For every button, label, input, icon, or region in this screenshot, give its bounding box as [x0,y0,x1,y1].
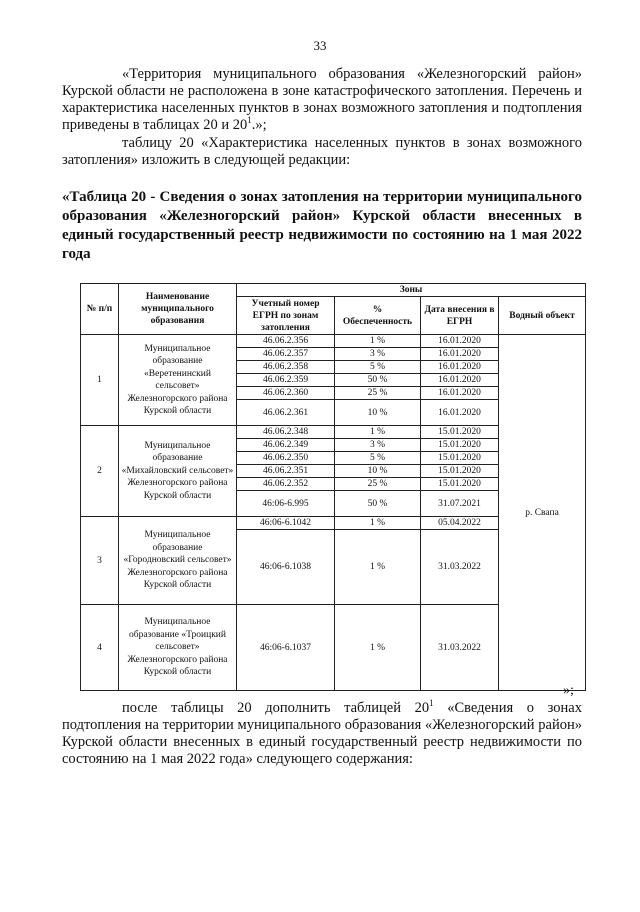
percent-cell: 50 % [335,491,421,517]
date-cell: 16.01.2020 [421,374,499,387]
egrn-cell: 46:06-6.1042 [237,517,335,530]
egrn-cell: 46:06-6.1038 [237,530,335,605]
after-table-text-end: «Сведения о зонах подтопления на территории муниципального образования «Железногорский район» Курской области внесенных в единый государственный реестр недвижимости по состоянию на 1 мая 2022 года» следующего содержания: [62,700,582,767]
header-zones: Зоны [237,284,586,297]
intro-paragraph-1-sup: 1 [247,115,252,126]
egrn-cell: 46.06.2.349 [237,439,335,452]
date-cell: 16.01.2020 [421,400,499,426]
group-2-num: 2 [81,426,119,517]
group-1-num: 1 [81,335,119,426]
zones-table [80,283,586,691]
percent-cell: 10 % [335,400,421,426]
after-table-sup: 1 [429,698,434,709]
header-water-object: Водный объект [499,297,586,335]
group-2-name: Муниципальное образование «Михайловский сельсовет» Железногорского района Курской области [119,426,237,517]
date-cell: 31.07.2021 [421,491,499,517]
percent-cell: 25 % [335,478,421,491]
header-name: Наименование муниципального образования [119,284,237,335]
closing-quote-mark: »; [563,683,574,698]
intro-paragraph-2: таблицу 20 «Характеристика населенных пунктов в зонах возможного затопления» изложить в следующей редакции: [62,135,582,168]
percent-cell: 1 % [335,335,421,348]
percent-cell: 50 % [335,374,421,387]
egrn-cell: 46:06-6.1037 [237,605,335,691]
percent-cell: 5 % [335,361,421,374]
egrn-cell: 46.06.2.356 [237,335,335,348]
egrn-cell: 46.06.2.348 [237,426,335,439]
date-cell: 15.01.2020 [421,452,499,465]
group-3-name: Муниципальное образование «Городновский сельсовет» Железногорского района Курской области [119,517,237,605]
header-percent: % Обеспеченность [335,297,421,335]
intro-paragraph-1-text: «Территория муниципального образования «Железногорский район» Курской области не расположена в зоне катастрофического затопления. Перечень и характеристика населенных пунктов в зонах возможного затопления и подтопления приведены в таблицах 20 и 20 [62,66,582,133]
percent-cell: 5 % [335,452,421,465]
group-3-num: 3 [81,517,119,605]
after-table-paragraph [62,700,582,768]
percent-cell: 1 % [335,517,421,530]
intro-paragraph-1-end: .»; [251,117,267,133]
intro-paragraph-1 [62,66,582,134]
egrn-cell: 46.06.2.352 [237,478,335,491]
egrn-cell: 46.06.2.351 [237,465,335,478]
egrn-cell: 46.06.2.350 [237,452,335,465]
date-cell: 31.03.2022 [421,605,499,691]
date-cell: 15.01.2020 [421,426,499,439]
egrn-cell: 46.06.2.358 [237,361,335,374]
after-table-text-start: после таблицы 20 дополнить таблицей 20 [122,700,430,716]
date-cell: 05.04.2022 [421,517,499,530]
header-num: № п/п [81,284,119,335]
egrn-cell: 46:06-6.995 [237,491,335,517]
percent-cell: 3 % [335,439,421,452]
date-cell: 15.01.2020 [421,465,499,478]
water-object-cell: р. Свапа [499,335,586,691]
date-cell: 15.01.2020 [421,478,499,491]
date-cell: 31.03.2022 [421,530,499,605]
table-title: «Таблица 20 - Сведения о зонах затопления на территории муниципального образования «Железногорский район» Курской области внесенных в единый государственный реестр недвижимости по состоянию на 1 мая 2022 года [62,189,582,262]
group-4-num: 4 [81,605,119,691]
egrn-cell: 46.06.2.359 [237,374,335,387]
date-cell: 15.01.2020 [421,439,499,452]
percent-cell: 1 % [335,605,421,691]
egrn-cell: 46.06.2.361 [237,400,335,426]
percent-cell: 10 % [335,465,421,478]
date-cell: 16.01.2020 [421,361,499,374]
percent-cell: 25 % [335,387,421,400]
date-cell: 16.01.2020 [421,387,499,400]
egrn-cell: 46.06.2.357 [237,348,335,361]
percent-cell: 1 % [335,530,421,605]
egrn-cell: 46.06.2.360 [237,387,335,400]
percent-cell: 1 % [335,426,421,439]
percent-cell: 3 % [335,348,421,361]
header-date: Дата внесения в ЕГРН [421,297,499,335]
group-4-name: Муниципальное образование «Троицкий сельсовет» Железногорского района Курской области [119,605,237,691]
date-cell: 16.01.2020 [421,335,499,348]
header-egrn-number: Учетный номер ЕГРН по зонам затопления [237,297,335,335]
page-number: 33 [313,38,327,53]
group-1-name: Муниципальное образование «Веретенинский сельсовет» Железногорского района Курской области [119,335,237,426]
date-cell: 16.01.2020 [421,348,499,361]
